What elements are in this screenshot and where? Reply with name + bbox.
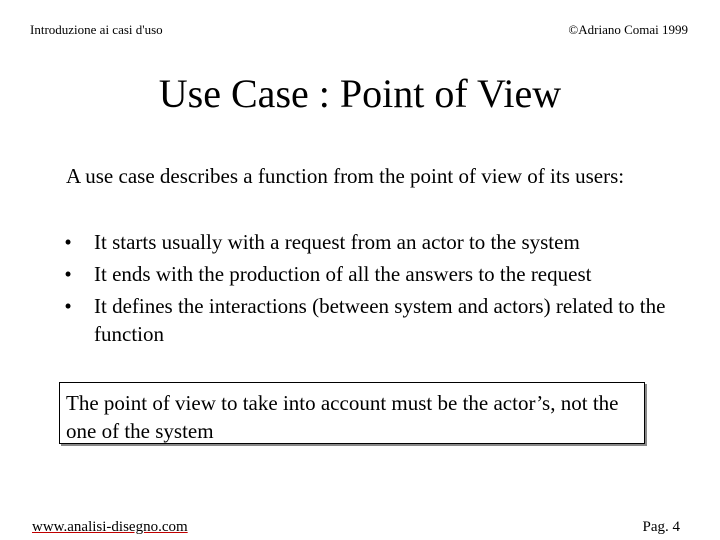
website-link[interactable]: www.analisi-disegno.com [32,519,188,535]
header-course-title: Introduzione ai casi d'uso [30,22,163,37]
bullet-list [58,228,678,352]
slide-title: Use Case : Point of View [158,71,562,116]
intro-paragraph: A use case describes a function from the point of view of its users: [66,164,625,188]
bullet-item [58,260,678,288]
bullet-icon: • [64,262,72,286]
highlight-note-box [59,382,645,444]
note-text: The point of view to take into account must be the actor’s, not the one of the system [66,391,619,443]
bullet-item [58,292,678,348]
bullet-item [58,228,678,256]
bullet-icon: • [64,230,72,254]
bullet-text: It starts usually with a request from an actor to the system [94,230,580,254]
bullet-icon: • [64,294,72,318]
bullet-text: It ends with the production of all the answers to the request [94,262,592,286]
page-number: Pag. 4 [642,519,680,535]
header-copyright: ©Adriano Comai 1999 [568,22,688,37]
bullet-text: It defines the interactions (between system and actors) related to the function [94,294,666,346]
